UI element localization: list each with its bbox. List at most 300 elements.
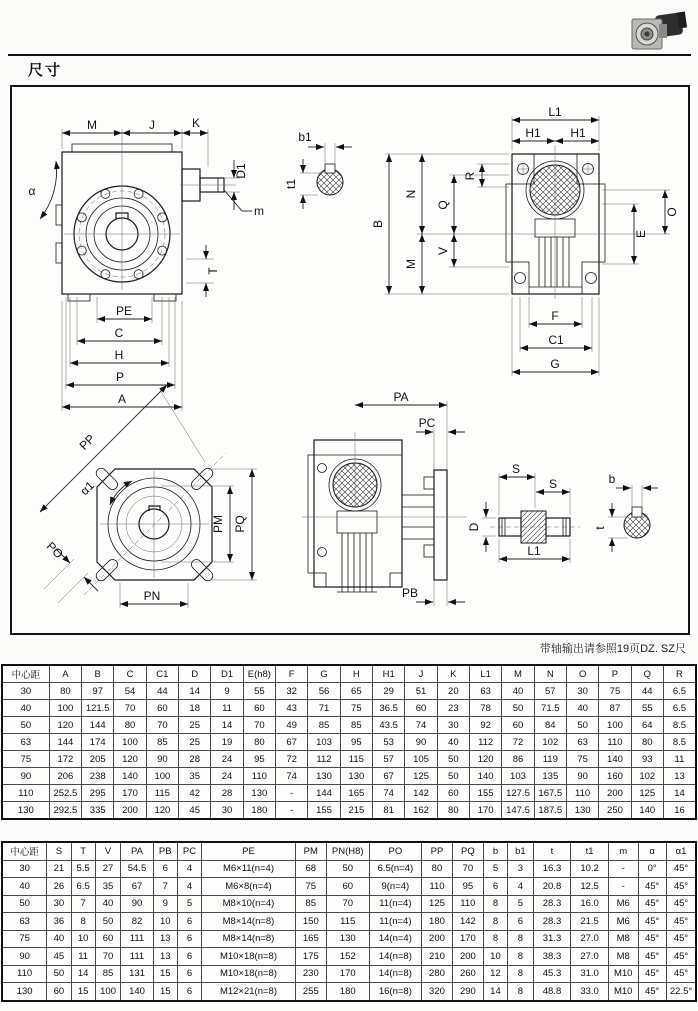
cell: 10 xyxy=(483,948,507,966)
cell: 144 xyxy=(308,785,340,802)
cell: M8 xyxy=(608,930,638,948)
cell: 20.8 xyxy=(533,878,571,896)
cell: 54.5 xyxy=(121,860,153,878)
cell: 4 xyxy=(177,860,201,878)
cell: 50 xyxy=(437,768,469,785)
dimension-drawing xyxy=(12,87,684,629)
table-row xyxy=(2,734,696,751)
cell: 75 xyxy=(295,878,326,896)
cell: 13 xyxy=(153,948,177,966)
cell: 110 xyxy=(422,878,453,896)
cell: 8.5 xyxy=(663,734,696,751)
cell: - xyxy=(608,860,638,878)
cell: 95 xyxy=(452,878,483,896)
dimension-table-1 xyxy=(1,664,697,820)
cell: 8 xyxy=(483,930,507,948)
page-title: 尺寸 xyxy=(28,62,63,79)
cell: 5 xyxy=(483,860,507,878)
dim-label-H: H xyxy=(114,348,124,362)
dim-label-b: b xyxy=(608,472,616,486)
cell: 67 xyxy=(373,768,405,785)
dim-label-C1: C1 xyxy=(548,333,564,347)
cell: 210 xyxy=(422,948,453,966)
cell: 30 xyxy=(211,802,243,820)
cell: 100 xyxy=(95,983,121,1001)
cell: 11 xyxy=(71,948,95,966)
cell: 6.5 xyxy=(663,700,696,717)
cell: 70 xyxy=(452,860,483,878)
cell: 90 xyxy=(405,734,437,751)
cell: 8 xyxy=(508,965,534,983)
dim-label-O: O xyxy=(665,207,679,217)
cell: 60 xyxy=(47,983,71,1001)
cell: 8 xyxy=(483,913,507,931)
column-header: P xyxy=(599,665,631,683)
cell: 50 xyxy=(2,895,47,913)
column-header: J xyxy=(405,665,437,683)
cell: 7 xyxy=(153,878,177,896)
cell: 40 xyxy=(437,734,469,751)
cell: 14 xyxy=(663,785,696,802)
cell: 31.0 xyxy=(571,965,609,983)
key-detail-b-t xyxy=(593,472,658,552)
dim-label-t: t xyxy=(593,526,607,530)
cell: 11(n=4) xyxy=(369,913,421,931)
dim-label-R: R xyxy=(463,171,477,181)
column-header: 中心距 xyxy=(2,842,47,860)
cell: 11 xyxy=(663,751,696,768)
cell: 67 xyxy=(276,734,308,751)
cell: 30 xyxy=(2,860,47,878)
column-header: m xyxy=(608,842,638,860)
cell: M10×18(n=8) xyxy=(202,965,296,983)
cell: 3 xyxy=(508,860,534,878)
cell: 180 xyxy=(422,913,453,931)
cell: 30 xyxy=(47,895,71,913)
cell: 125 xyxy=(422,895,453,913)
column-header: PN(H8) xyxy=(326,842,369,860)
cell: 6 xyxy=(153,860,177,878)
cell: 14 xyxy=(71,965,95,983)
cell: 60 xyxy=(146,700,178,717)
cell: 172 xyxy=(49,751,81,768)
cell: 63 xyxy=(2,734,49,751)
cell: 110 xyxy=(452,895,483,913)
cell: 78 xyxy=(469,700,501,717)
dim-label-PP: PP xyxy=(76,431,98,453)
cell: 63 xyxy=(469,683,501,700)
cell: 50 xyxy=(47,965,71,983)
cell: 60 xyxy=(243,700,275,717)
cell: 16.3 xyxy=(533,860,571,878)
cell: 80 xyxy=(49,683,81,700)
cell: 111 xyxy=(121,948,153,966)
cell: 8 xyxy=(483,895,507,913)
cell: 85 xyxy=(295,895,326,913)
cell: 27 xyxy=(95,860,121,878)
cell: 45° xyxy=(666,930,696,948)
cell: 8 xyxy=(508,948,534,966)
column-header: T xyxy=(71,842,95,860)
column-header: PA xyxy=(121,842,153,860)
cell: 140 xyxy=(631,802,663,820)
cell: 14 xyxy=(179,683,211,700)
cell: 15 xyxy=(153,965,177,983)
cell: 115 xyxy=(146,785,178,802)
cell: 65 xyxy=(340,683,372,700)
cell: 45 xyxy=(47,948,71,966)
cell: 50 xyxy=(566,717,598,734)
cell: 90 xyxy=(146,751,178,768)
cell: 115 xyxy=(340,751,372,768)
dim-label-m: m xyxy=(254,204,264,218)
cell: 45 xyxy=(179,802,211,820)
cell: 75 xyxy=(2,751,49,768)
cell: 45° xyxy=(638,983,666,1001)
cell: 6 xyxy=(483,878,507,896)
cell: 50 xyxy=(437,751,469,768)
dim-label-T: T xyxy=(206,267,220,275)
cell: 110 xyxy=(2,965,47,983)
cell: 152 xyxy=(326,948,369,966)
cell: M8 xyxy=(608,948,638,966)
cell: 14 xyxy=(483,983,507,1001)
cell: 28.3 xyxy=(533,895,571,913)
table-row xyxy=(2,930,696,948)
cell: 11 xyxy=(211,700,243,717)
cell: 40 xyxy=(2,700,49,717)
cell: 63 xyxy=(2,913,47,931)
cell: 8.5 xyxy=(663,717,696,734)
dim-label-b1: b1 xyxy=(298,130,312,144)
cell: 10 xyxy=(71,930,95,948)
cell: 6 xyxy=(177,965,201,983)
header-rule xyxy=(8,54,691,56)
cell: 127.5 xyxy=(502,785,534,802)
cell: 12 xyxy=(483,965,507,983)
cell: 260 xyxy=(452,965,483,983)
cell: - xyxy=(608,878,638,896)
cell: 71.5 xyxy=(534,700,566,717)
cell: 80 xyxy=(114,717,146,734)
column-header: R xyxy=(663,665,696,683)
cell: 130 xyxy=(243,785,275,802)
cell: 50 xyxy=(2,717,49,734)
cell: 167.5 xyxy=(534,785,566,802)
cell: 105 xyxy=(405,751,437,768)
cell: 112 xyxy=(308,751,340,768)
cell: 155 xyxy=(308,802,340,820)
column-header: PO xyxy=(369,842,421,860)
column-header: L1 xyxy=(469,665,501,683)
cell: 170 xyxy=(452,930,483,948)
cell: 14(n=8) xyxy=(369,965,421,983)
table-row xyxy=(2,878,696,896)
cell: 100 xyxy=(599,717,631,734)
dim-label-H1-right: H1 xyxy=(570,126,586,140)
column-header: A xyxy=(49,665,81,683)
table-row xyxy=(2,983,696,1001)
cell: 102 xyxy=(631,768,663,785)
cell: 100 xyxy=(146,768,178,785)
cell: 121.5 xyxy=(82,700,114,717)
cell: 110 xyxy=(599,734,631,751)
cell: 80 xyxy=(631,734,663,751)
cell: 131 xyxy=(121,965,153,983)
cell: 130 xyxy=(308,768,340,785)
cell: 215 xyxy=(340,802,372,820)
cell: 255 xyxy=(295,983,326,1001)
cell: 144 xyxy=(82,717,114,734)
dim-label-PN: PN xyxy=(143,589,161,603)
dim-label-K: K xyxy=(191,116,201,130)
cell: 12.5 xyxy=(571,878,609,896)
cell: 295 xyxy=(82,785,114,802)
cell: 174 xyxy=(82,734,114,751)
cell: 92 xyxy=(469,717,501,734)
cell: - xyxy=(276,785,308,802)
cell: 30 xyxy=(2,683,49,700)
cell: 144 xyxy=(49,734,81,751)
cell: 45° xyxy=(666,965,696,983)
cell: 56 xyxy=(308,683,340,700)
cell: 4 xyxy=(177,878,201,896)
cell: 72 xyxy=(276,751,308,768)
cell: 14 xyxy=(211,717,243,734)
cell: 18 xyxy=(179,700,211,717)
cell: 86 xyxy=(502,751,534,768)
cell: 30 xyxy=(566,683,598,700)
cell: 9(n=4) xyxy=(369,878,421,896)
cell: 70 xyxy=(243,717,275,734)
cell: 200 xyxy=(452,948,483,966)
cell: 85 xyxy=(340,717,372,734)
cell: 45° xyxy=(666,913,696,931)
dim-label-S2: S xyxy=(548,477,558,491)
cell: 60 xyxy=(95,930,121,948)
cell: 55 xyxy=(243,683,275,700)
cell: 45° xyxy=(638,948,666,966)
cell: 85 xyxy=(95,965,121,983)
table-row xyxy=(2,751,696,768)
cell: 8 xyxy=(508,930,534,948)
cell: 60 xyxy=(326,878,369,896)
cell: 82 xyxy=(121,913,153,931)
cell: 53 xyxy=(373,734,405,751)
cell: 26 xyxy=(47,878,71,896)
cell: 57 xyxy=(373,751,405,768)
cell: 33.0 xyxy=(571,983,609,1001)
cell: 87 xyxy=(599,700,631,717)
column-header: E(h8) xyxy=(243,665,275,683)
cell: 135 xyxy=(534,768,566,785)
dimension-table-1-wrap xyxy=(1,664,697,820)
cell: 71 xyxy=(308,700,340,717)
gearbox-photo xyxy=(626,6,692,54)
cell: 110 xyxy=(2,785,49,802)
cell: 170 xyxy=(326,965,369,983)
cell: 43.5 xyxy=(373,717,405,734)
cell: 40 xyxy=(566,700,598,717)
cell: 45° xyxy=(638,895,666,913)
cell: 100 xyxy=(114,734,146,751)
cell: 140 xyxy=(599,751,631,768)
cell: 97 xyxy=(82,683,114,700)
cell: 36.5 xyxy=(373,700,405,717)
cell: 49 xyxy=(276,717,308,734)
column-header: PP xyxy=(422,842,453,860)
cell: 320 xyxy=(422,983,453,1001)
cell: 84 xyxy=(534,717,566,734)
dim-label-PO: PO xyxy=(43,539,66,562)
cell: 45.3 xyxy=(533,965,571,983)
column-header: B xyxy=(82,665,114,683)
cell: 70 xyxy=(95,948,121,966)
cell: 30 xyxy=(437,717,469,734)
cell: 40 xyxy=(47,930,71,948)
table-row xyxy=(2,913,696,931)
dim-label-PB: PB xyxy=(401,586,419,600)
column-header: b1 xyxy=(508,842,534,860)
dim-label-A: A xyxy=(117,392,127,406)
cell: 80 xyxy=(243,734,275,751)
cell: 32 xyxy=(276,683,308,700)
cell: 25 xyxy=(179,734,211,751)
cell: 6 xyxy=(177,948,201,966)
cell: 45° xyxy=(666,860,696,878)
cell: 130 xyxy=(566,802,598,820)
column-header: N xyxy=(534,665,566,683)
cell: 28 xyxy=(211,785,243,802)
cell: 130 xyxy=(2,802,49,820)
cell: 51 xyxy=(405,683,437,700)
cell: 48.8 xyxy=(533,983,571,1001)
dimension-table-2-wrap xyxy=(1,841,697,1002)
cell: 42 xyxy=(179,785,211,802)
dim-label-L1-shaft: L1 xyxy=(527,544,541,558)
flange-view xyxy=(40,385,257,608)
cell: 120 xyxy=(49,717,81,734)
cell: 6.5 xyxy=(663,683,696,700)
table-row xyxy=(2,700,696,717)
cell: 140 xyxy=(469,768,501,785)
cell: M10 xyxy=(608,965,638,983)
cell: 35 xyxy=(179,768,211,785)
cell: 21.5 xyxy=(571,913,609,931)
cell: 75 xyxy=(599,683,631,700)
cell: 162 xyxy=(405,802,437,820)
dim-label-PE: PE xyxy=(115,304,133,318)
cell: 5.5 xyxy=(71,860,95,878)
cell: 22.5° xyxy=(666,983,696,1001)
cell: M6 xyxy=(608,913,638,931)
column-header: K xyxy=(437,665,469,683)
table-row xyxy=(2,768,696,785)
cell: M12×21(n=8) xyxy=(202,983,296,1001)
cell: 10.2 xyxy=(571,860,609,878)
cell: 170 xyxy=(114,785,146,802)
cell: 93 xyxy=(631,751,663,768)
cell: 90 xyxy=(2,768,49,785)
dim-label-PA: PA xyxy=(393,390,409,404)
cell: 15 xyxy=(153,983,177,1001)
cell: 67 xyxy=(121,878,153,896)
cell: 55 xyxy=(631,700,663,717)
cell: 63 xyxy=(566,734,598,751)
cell: 60 xyxy=(502,717,534,734)
table-row xyxy=(2,717,696,734)
dim-label-G: G xyxy=(550,357,560,371)
dim-label-J: J xyxy=(149,118,155,132)
column-header: Q xyxy=(631,665,663,683)
cell: M6×8(n=4) xyxy=(202,878,296,896)
column-header: H xyxy=(340,665,372,683)
cell: 74 xyxy=(373,785,405,802)
cell: 74 xyxy=(405,717,437,734)
cell: 102 xyxy=(534,734,566,751)
column-header: D1 xyxy=(211,665,243,683)
cell: 45° xyxy=(638,965,666,983)
dim-label-F: F xyxy=(551,309,559,323)
cell: 50 xyxy=(95,913,121,931)
dim-label-D1: D1 xyxy=(234,163,248,179)
cell: 250 xyxy=(599,802,631,820)
dim-label-PQ: PQ xyxy=(233,515,247,533)
cell: M10×18(n=8) xyxy=(202,948,296,966)
dimension-table-2 xyxy=(1,841,697,1002)
column-header: α1 xyxy=(666,842,696,860)
cell: 24 xyxy=(211,768,243,785)
column-header: C xyxy=(114,665,146,683)
cell: M6 xyxy=(608,895,638,913)
cell: 45° xyxy=(666,948,696,966)
cell: 80 xyxy=(437,802,469,820)
side-view-bottom xyxy=(302,390,467,606)
cell: 155 xyxy=(469,785,501,802)
column-header: b xyxy=(483,842,507,860)
cell: 6 xyxy=(508,913,534,931)
cell: 292.5 xyxy=(49,802,81,820)
cell: 40 xyxy=(95,895,121,913)
cell: 24 xyxy=(211,751,243,768)
column-header: PM xyxy=(295,842,326,860)
cell: 165 xyxy=(295,930,326,948)
cell: M10 xyxy=(608,983,638,1001)
dim-label-PM: PM xyxy=(211,515,225,533)
cell: 81 xyxy=(373,802,405,820)
cell: 72 xyxy=(502,734,534,751)
cell: M8×14(n=8) xyxy=(202,913,296,931)
cell: 75 xyxy=(566,751,598,768)
cell: 11(n=4) xyxy=(369,895,421,913)
cell: 50 xyxy=(502,700,534,717)
cell: 0° xyxy=(638,860,666,878)
cell: 44 xyxy=(146,683,178,700)
cell: 16 xyxy=(663,802,696,820)
cell: 130 xyxy=(326,930,369,948)
cell: 112 xyxy=(469,734,501,751)
cell: 160 xyxy=(599,768,631,785)
cell: 206 xyxy=(49,768,81,785)
cell: - xyxy=(276,802,308,820)
cell: 130 xyxy=(340,768,372,785)
cell: 44 xyxy=(631,683,663,700)
cell: 25 xyxy=(179,717,211,734)
cell: 45° xyxy=(666,878,696,896)
cell: 74 xyxy=(276,768,308,785)
cell: 20 xyxy=(437,683,469,700)
dim-label-t1: t1 xyxy=(284,178,298,190)
